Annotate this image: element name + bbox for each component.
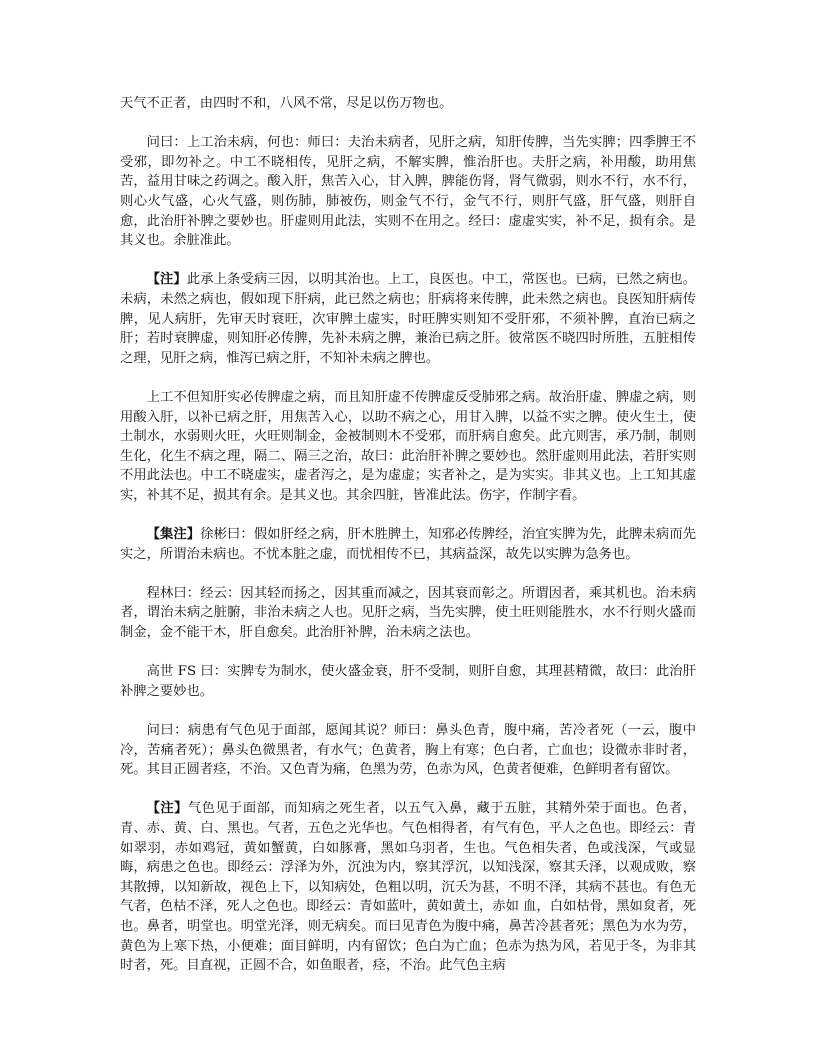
paragraph: 【集注】徐彬曰：假如肝经之病，肝木胜脾土，知邪必传脾经，治宜实脾为先，此脾未病而先实之，所谓治未病也。不忧本脏之虚，而忧相传不已，其病益深，故先以实脾为急务也。 bbox=[120, 527, 697, 562]
annotation-label: 【注】 bbox=[146, 272, 187, 288]
paragraph: 高世 FS 曰：实脾专为制水，使火盛金衰，肝不受制，则肝自愈，其理甚精微，故曰：此治肝补脾之要妙也。 bbox=[120, 664, 696, 699]
paragraph: 【注】此承上条受病三因，以明其治也。上工，良医也。中工，常医也。已病，已然之病也。未病，未然之病也，假如现下肝病，此已然之病也；肝病将来传脾，此未然之病也。良医知肝病传脾，见人病肝，先审天时衰旺，次审脾土虚实，时旺脾实则知不受肝邪，不须补脾，直治已病之肝；若时衰脾虚，则知肝必传脾，先补未病之脾，兼治已病之肝。彼常医不晓四时所胜，五脏相传之理，见肝之病，惟泻已病之肝，不知补未病之脾也。 bbox=[120, 272, 697, 366]
paragraph: 上工不但知肝实必传脾虚之病，而且知肝虚不传脾虚反受肺邪之病。故治肝虚、脾虚之病，则用酸入肝，以补已病之肝，用焦苦入心，以助不病之心，用甘入脾，以益不实之脾。使火生土，使土制水，水弱则火旺，火旺则制金，金被制则木不受邪，而肝病自愈矣。此亢则害，承乃制，制则生化，化生不病之理，隔二、隔三之治，故曰：此治肝补脾之要妙也。然肝虚则用此法，若肝实则不用此法也。中工不晓虚实，虚者泻之，是为虚虚；实者补之，是为实实。非其义也。上工知其虚实，补其不足，损其有余。是其义也。其余四脏，皆准此法。伤字，作制字看。 bbox=[120, 389, 696, 503]
paragraph: 天气不正者，由四时不和，八风不常，尽足以伤万物也。 bbox=[120, 96, 453, 111]
document-body bbox=[120, 94, 696, 995]
paragraph: 问曰：上工治未病，何也：师曰：夫治未病者，见肝之病，知肝传脾，当先实脾；四季脾王不受邪，即勿补之。中工不晓相传，见肝之病，不解实脾，惟治肝也。夫肝之病，补用酸，助用焦苦，益用甘味之药调之。酸入肝，焦苦入心，甘入脾，脾能伤肾，肾气微弱，则水不行，水不行，则心火气盛，心火气盛，则伤肺，肺被伤，则金气不行，金气不行，则肝气盛，肝气盛，则肝自愈，此治肝补脾之要妙也。肝虚则用此法，实则不在用之。经曰：虚虚实实，补不足，损有余。是其义也。余脏准此。 bbox=[120, 135, 696, 249]
annotation-label: 【注】 bbox=[146, 801, 188, 817]
paragraph: 问曰：病患有气色见于面部，愿闻其说？师曰：鼻头色青，腹中痛，苦冷者死（一云，腹中冷，苦痛者死）；鼻头色微黑者，有水气；色黄者，胸上有寒；色白者，亡血也；设微赤非时者，死。其目正圆者痉，不治。又色青为痛，色黑为劳，色赤为风，色黄者便难，色鲜明者有留饮。 bbox=[120, 723, 696, 778]
paragraph: 【注】气色见于面部，而知病之死生者，以五气入鼻，藏于五脏，其精外荣于面也。色者，青、赤、黄、白、黑也。气者，五色之光华也。气色相得者，有气有色，平人之色也。即经云：青如翠羽，赤如鸡冠，黄如蟹黄，白如豚膏，黑如乌羽者，生也。气色相失者，色或浅深，气或显晦，病患之色也。即经云：浮泽为外，沉浊为内，察其浮沉，以知浅深，察其夭泽，以观成败，察其散搏，以知新故，视色上下，以知病处，色粗以明，沉夭为甚，不明不泽，其病不甚也。有色无气者，色枯不泽，死人之色也。即经云：青如蓝叶，黄如黄土，赤如 血，白如枯骨，黑如炱者，死也。鼻者，明堂也。明堂光泽，则无病矣。而曰见青色为腹中痛，鼻苦冷甚者死；黑色为水为劳，黄色为上寒下热，小便难；面目鲜明，内有留饮；色白为亡血；色赤为热为风，若见于冬，为非其时者，死。目直视，正圆不合，如鱼眼者，痉，不治。此气色主病 bbox=[120, 801, 697, 974]
annotation-label: 【集注】 bbox=[146, 527, 201, 543]
paragraph: 程林曰：经云：因其轻而扬之，因其重而减之，因其衰而彰之。所谓因者，乘其机也。治未病者，谓治未病之脏腑，非治未病之人也。见肝之病，当先实脾，使土旺则能胜水，水不行则火盛而制金，金不能干木，肝自愈矣。此治肝补脾，治未病之法也。 bbox=[120, 585, 696, 641]
